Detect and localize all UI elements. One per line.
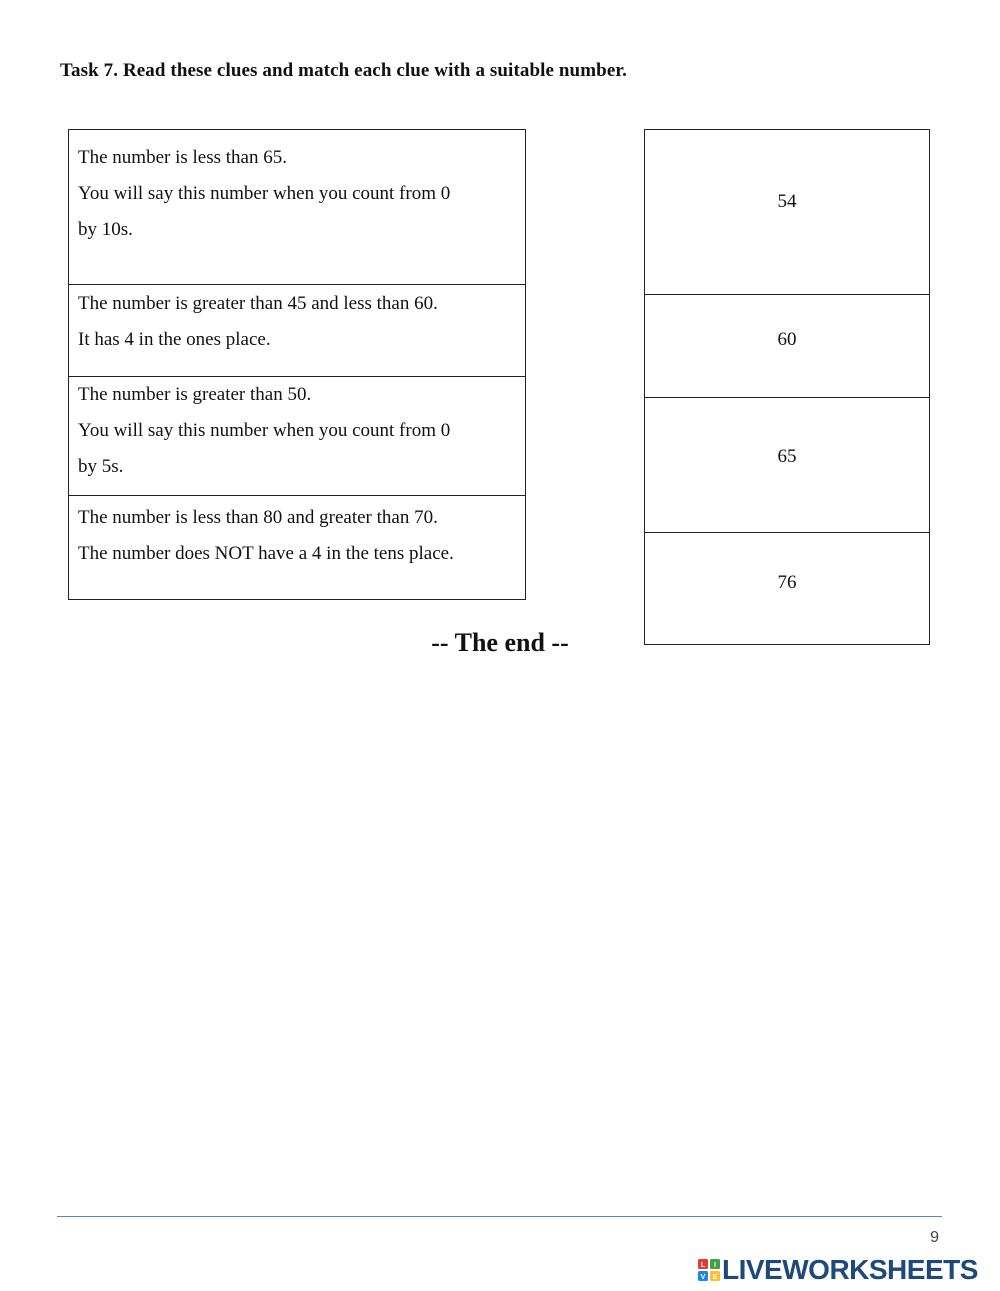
- clue-line: The number is less than 65.: [78, 147, 287, 168]
- clue-cell[interactable]: [69, 496, 526, 600]
- task-title: Task 7. Read these clues and match each clue with a suitable number.: [60, 60, 627, 81]
- brand-name: LIVEWORKSHEETS: [722, 1254, 978, 1285]
- clue-cell[interactable]: [69, 285, 526, 377]
- clue-line: You will say this number when you count from 0: [78, 183, 451, 204]
- clue-line: by 10s.: [78, 219, 133, 240]
- number-cell[interactable]: 76: [645, 533, 930, 645]
- clue-line: The number is greater than 45 and less than 60.: [78, 293, 438, 314]
- logo-letter: L: [700, 1262, 706, 1269]
- number-cell[interactable]: 54: [645, 130, 930, 295]
- clue-line: by 5s.: [78, 456, 124, 477]
- logo-letter: V: [700, 1274, 706, 1281]
- number-cell[interactable]: 65: [645, 398, 930, 533]
- clue-cell[interactable]: [69, 130, 526, 285]
- page-number: 9: [930, 1229, 939, 1246]
- liveworksheets-logo-icon: [698, 1259, 720, 1281]
- numbers-table: [644, 129, 930, 645]
- clue-line: You will say this number when you count from 0: [78, 420, 451, 441]
- table-row: [645, 398, 930, 533]
- clue-line: The number does NOT have a 4 in the tens place.: [78, 543, 454, 564]
- liveworksheets-brand[interactable]: [698, 1253, 978, 1287]
- table-row: [645, 130, 930, 295]
- number-cell[interactable]: 60: [645, 295, 930, 398]
- table-row: [645, 295, 930, 398]
- clue-line: The number is less than 80 and greater than 70.: [78, 507, 438, 528]
- logo-letter: E: [712, 1274, 718, 1281]
- table-row: [69, 377, 526, 496]
- clue-cell[interactable]: [69, 377, 526, 496]
- footer-divider: [57, 1216, 942, 1217]
- logo-letter: I: [714, 1262, 716, 1269]
- clues-table: [68, 129, 526, 600]
- clue-line: It has 4 in the ones place.: [78, 329, 271, 350]
- table-row: [69, 285, 526, 377]
- end-text: -- The end --: [431, 628, 569, 657]
- table-row: [69, 496, 526, 600]
- clue-line: The number is greater than 50.: [78, 384, 312, 405]
- table-row: [69, 130, 526, 285]
